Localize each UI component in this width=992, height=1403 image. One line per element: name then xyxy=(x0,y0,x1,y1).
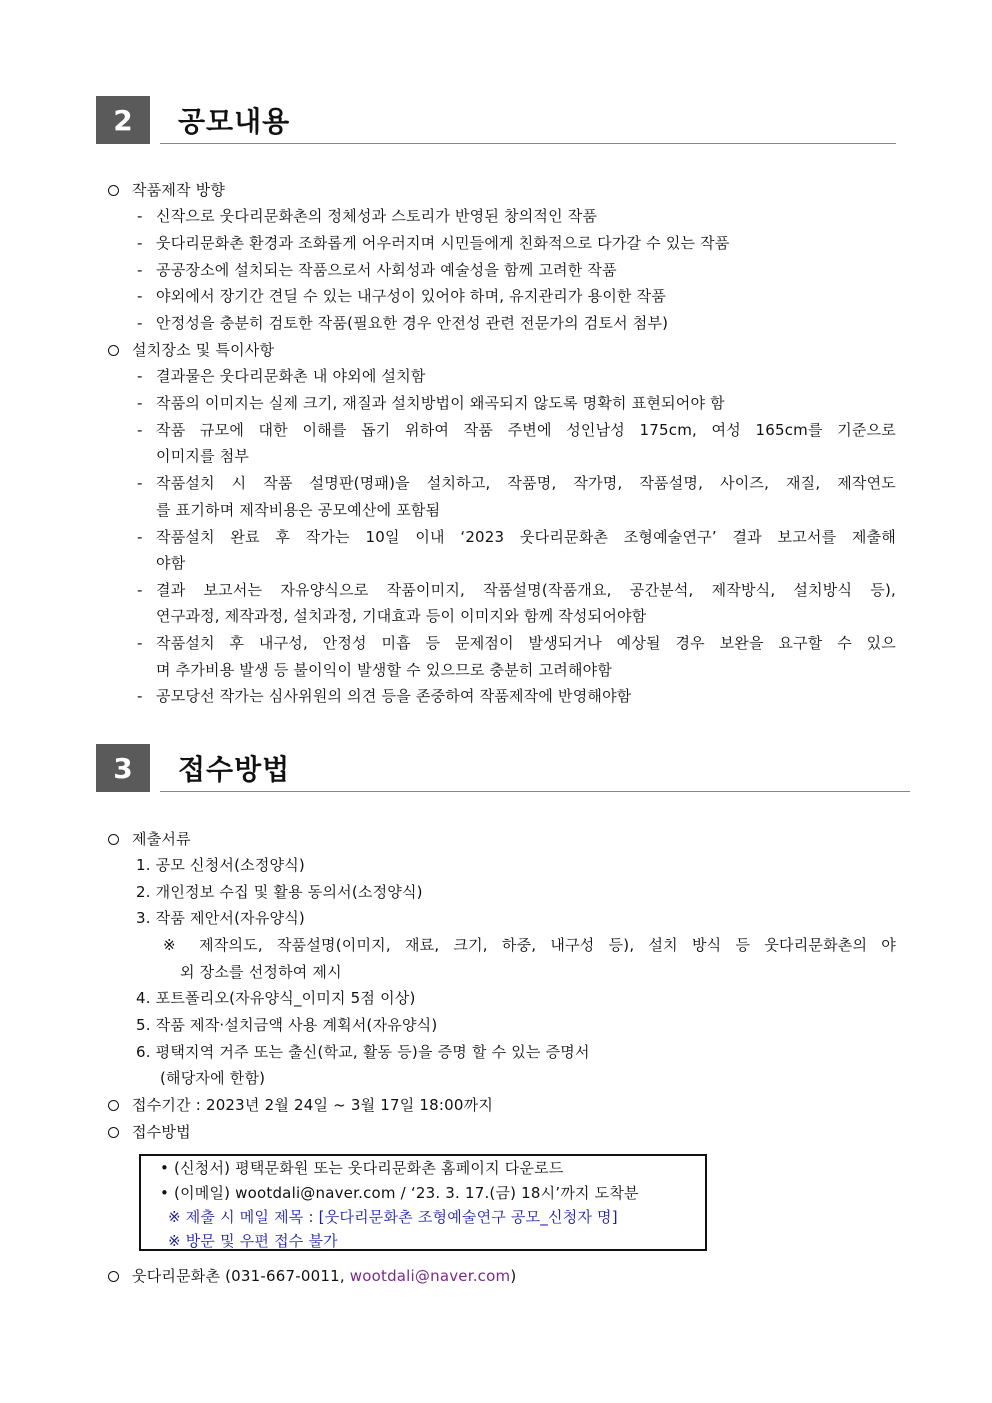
dash-marker: - xyxy=(137,581,143,599)
section-3-number: 3 xyxy=(96,744,150,792)
contact-suffix: ) xyxy=(510,1267,517,1285)
document-item-continuation: (해당자에 한함) xyxy=(160,1069,266,1087)
submission-period: 접수기간 : 2023년 2월 24일 ~ 3월 17일 18:00까지 xyxy=(132,1096,494,1114)
document-item: 2. 개인정보 수집 및 활용 동의서(소정양식) xyxy=(136,883,423,901)
dash-marker: - xyxy=(137,528,143,546)
section-2-header xyxy=(96,96,896,144)
group-heading: 설치장소 및 특이사항 xyxy=(132,341,275,359)
list-item-continuation: 이미지를 첨부 xyxy=(156,447,250,465)
contact-email-link[interactable]: wootdali@naver.com xyxy=(349,1267,511,1285)
contact-line xyxy=(132,1266,516,1286)
list-item: 작품설치 완료 후 작가는 10일 이내 ‘2023 웃다리문화촌 조형예술연구’ 결과 보고서를 제출해 xyxy=(156,528,896,546)
method-note-visit: ※ 방문 및 우편 접수 불가 xyxy=(168,1232,338,1250)
dash-marker: - xyxy=(137,314,143,332)
method-note-title: ※ 제출 시 메일 제목 : [웃다리문화촌 조형예술연구 공모_신청자 명] xyxy=(168,1208,618,1226)
list-item: 공공장소에 설치되는 작품으로서 사회성과 예술성을 함께 고려한 작품 xyxy=(156,261,617,279)
document-item: 1. 공모 신청서(소정양식) xyxy=(136,856,305,874)
list-item: 결과 보고서는 자유양식으로 작품이미지, 작품설명(작품개요, 공간분석, 제작방식, 설치방식 등), xyxy=(156,581,896,599)
method-box xyxy=(139,1154,707,1251)
dash-marker: - xyxy=(137,421,143,439)
section-3-title: 접수방법 xyxy=(178,753,291,786)
list-item: 작품설치 시 작품 설명판(명패)을 설치하고, 작품명, 작가명, 작품설명, 사이즈, 재질, 제작연도 xyxy=(156,474,896,492)
document-item: 3. 작품 제안서(자유양식) xyxy=(136,909,305,927)
list-item: 공모당선 작가는 심사위원의 의견 등을 존중하여 작품제작에 반영해야함 xyxy=(156,687,632,705)
group-heading: 작품제작 방향 xyxy=(132,181,226,199)
list-item-continuation: 야함 xyxy=(156,554,186,572)
list-item: 야외에서 장기간 견딜 수 있는 내구성이 있어야 하며, 유지관리가 용이한 작품 xyxy=(156,287,667,305)
dash-marker: - xyxy=(137,394,143,412)
dash-marker: - xyxy=(137,261,143,279)
contact-text: 웃다리문화촌 (031-667-0011, xyxy=(132,1267,350,1285)
list-item-continuation: 연구과정, 제작과정, 설치과정, 기대효과 등이 이미지와 함께 작성되어야함 xyxy=(156,607,647,625)
section-3-header xyxy=(96,744,910,792)
list-item-continuation: 며 추가비용 발생 등 불이익이 발생할 수 있으므로 충분히 고려해야함 xyxy=(156,661,613,679)
section-2-number: 2 xyxy=(96,96,150,144)
document-item: 6. 평택지역 거주 또는 출신(학교, 활동 등)을 증명 할 수 있는 증명서 xyxy=(136,1043,590,1061)
dash-marker: - xyxy=(137,367,143,385)
method-line-email: • (이메일) wootdali@naver.com / ‘23. 3. 17.(금) 18시’까지 도착분 xyxy=(160,1184,639,1202)
circle-bullet-icon xyxy=(108,185,119,196)
method-heading: 접수방법 xyxy=(132,1123,191,1141)
document-note: ※ 제작의도, 작품설명(이미지, 재료, 크기, 하중, 내구성 등), 설치 방식 등 웃다리문화촌의 야 xyxy=(163,936,896,954)
section-2-title: 공모내용 xyxy=(178,105,291,138)
section-2-rule xyxy=(160,143,896,144)
circle-bullet-icon xyxy=(108,1127,119,1138)
list-item: 작품의 이미지는 실제 크기, 재질과 설치방법이 왜곡되지 않도록 명확히 표현되어야 함 xyxy=(156,394,725,412)
method-line-form: • (신청서) 평택문화원 또는 웃다리문화촌 홈페이지 다운로드 xyxy=(160,1159,564,1177)
list-item: 작품 규모에 대한 이해를 돕기 위하여 작품 주변에 성인남성 175cm, 여성 165cm를 기준으로 xyxy=(156,421,896,439)
list-item: 안정성을 충분히 검토한 작품(필요한 경우 안전성 관련 전문가의 검토서 첨부) xyxy=(156,314,669,332)
circle-bullet-icon xyxy=(108,1271,119,1282)
section-3-rule xyxy=(160,791,910,792)
document-item: 5. 작품 제작·설치금액 사용 계획서(자유양식) xyxy=(136,1016,438,1034)
list-item: 신작으로 웃다리문화촌의 정체성과 스토리가 반영된 창의적인 작품 xyxy=(156,207,598,225)
document-note-continuation: 외 장소를 선정하여 제시 xyxy=(180,963,342,981)
circle-bullet-icon xyxy=(108,345,119,356)
circle-bullet-icon xyxy=(108,834,119,845)
document-item: 4. 포트폴리오(자유양식_이미지 5점 이상) xyxy=(136,989,416,1007)
list-item: 작품설치 후 내구성, 안정성 미흡 등 문제점이 발생되거나 예상될 경우 보완을 요구할 수 있으 xyxy=(156,634,896,652)
dash-marker: - xyxy=(137,474,143,492)
dash-marker: - xyxy=(137,207,143,225)
documents-heading: 제출서류 xyxy=(132,830,191,848)
list-item: 결과물은 웃다리문화촌 내 야외에 설치함 xyxy=(156,367,426,385)
dash-marker: - xyxy=(137,687,143,705)
circle-bullet-icon xyxy=(108,1100,119,1111)
list-item-continuation: 를 표기하며 제작비용은 공모예산에 포함됨 xyxy=(156,501,441,519)
dash-marker: - xyxy=(137,287,143,305)
dash-marker: - xyxy=(137,634,143,652)
dash-marker: - xyxy=(137,234,143,252)
list-item: 웃다리문화촌 환경과 조화롭게 어우러지며 시민들에게 친화적으로 다가갈 수 있는 작품 xyxy=(156,234,730,252)
